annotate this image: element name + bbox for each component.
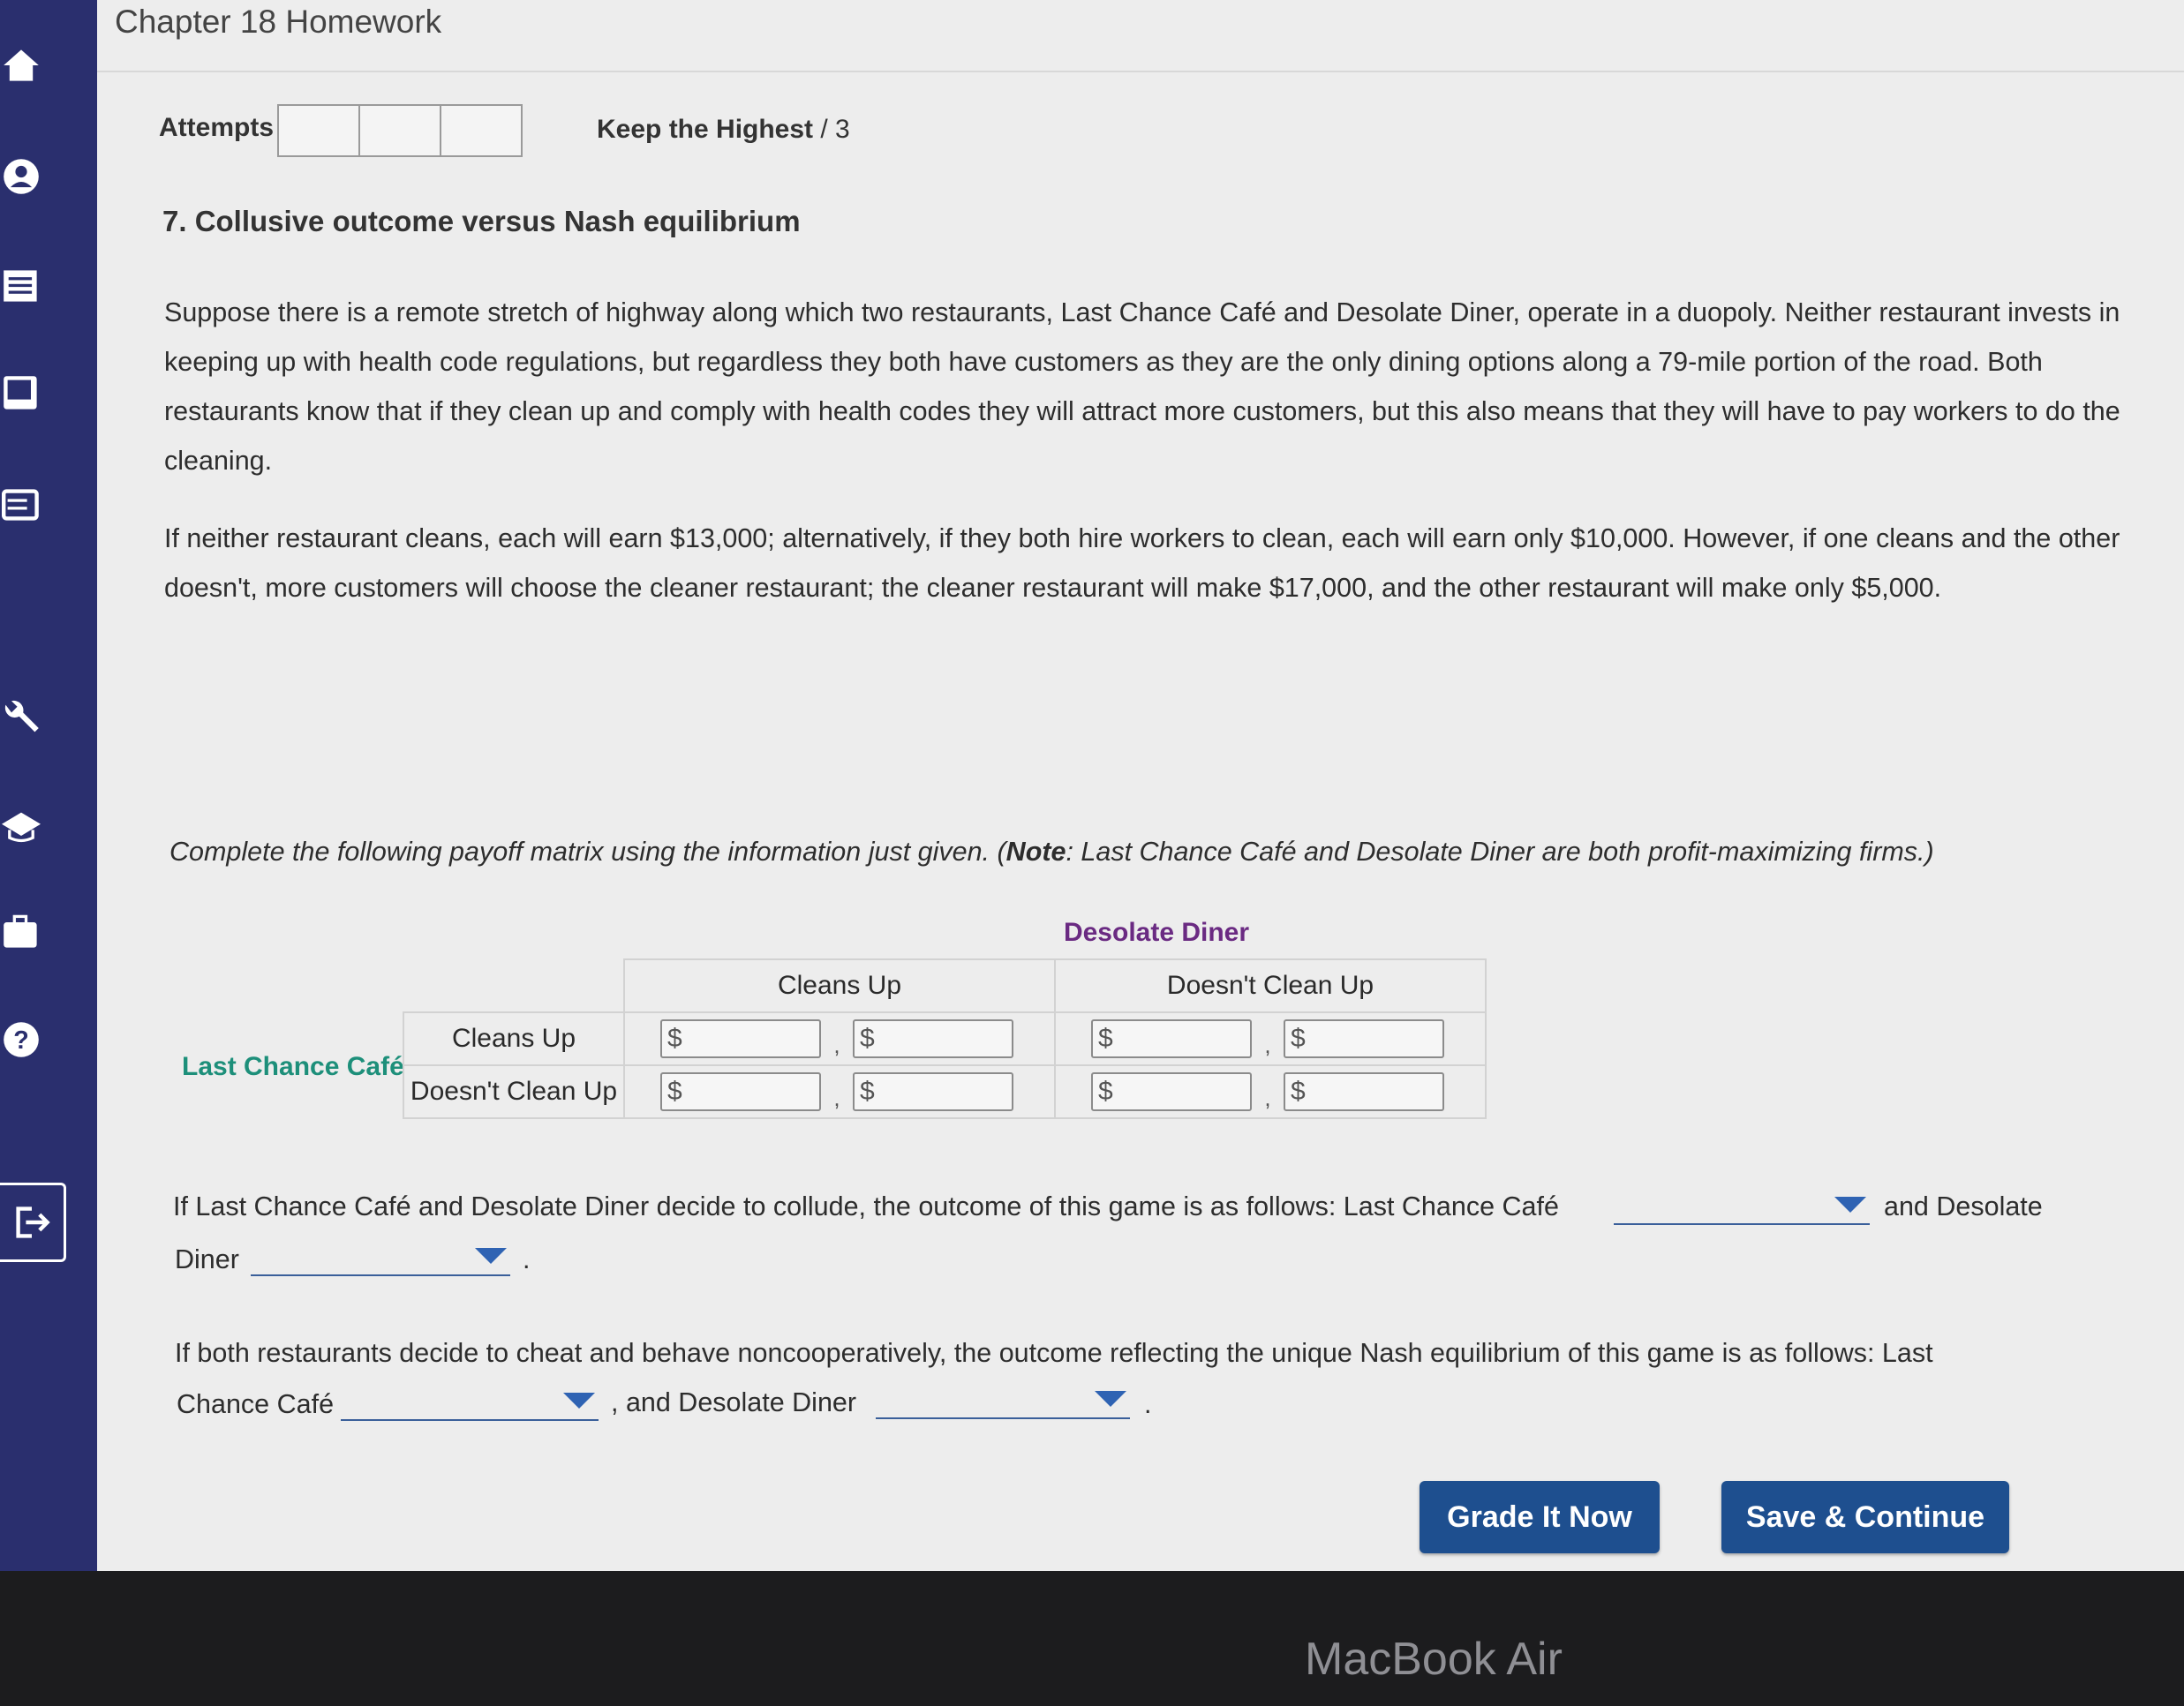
chevron-down-icon xyxy=(1834,1197,1866,1213)
matrix-cell xyxy=(1055,1065,1486,1118)
main-content xyxy=(97,0,2184,1571)
separator: , xyxy=(1264,1084,1271,1111)
grade-it-now-button[interactable]: Grade It Now xyxy=(1420,1481,1660,1553)
column-player-label: Desolate Diner xyxy=(1063,918,1250,947)
row-player-label: Last Chance Café xyxy=(182,1052,404,1081)
save-continue-button[interactable]: Save & Continue xyxy=(1721,1481,2009,1553)
payoff-input-last-chance[interactable] xyxy=(660,1072,821,1111)
home-icon[interactable] xyxy=(0,44,42,86)
row-header-doesnt-clean-up: Doesn't Clean Up xyxy=(403,1065,624,1118)
separator: , xyxy=(833,1031,840,1058)
nash-text-b: Chance Café xyxy=(177,1389,335,1419)
dollar-sign: $ xyxy=(860,1077,875,1106)
dollar-sign: $ xyxy=(860,1024,875,1053)
nash-text-a: If both restaurants decide to cheat and behave noncooperatively, the outcome reflecting the unique Nash equilibrium of this game is as follows: Last xyxy=(175,1338,1933,1368)
notes-icon[interactable] xyxy=(0,484,42,526)
matrix-cell xyxy=(624,1012,1055,1065)
collude-text-a: If Last Chance Café and Desolate Diner decide to collude, the outcome of this game is as follows: Last Chance Café xyxy=(173,1191,1559,1221)
attempt-box xyxy=(358,104,441,157)
laptop-bezel-label: MacBook Air xyxy=(1305,1634,1563,1685)
nash-end: . xyxy=(1144,1389,1152,1419)
col-header-doesnt-clean-up: Doesn't Clean Up xyxy=(1055,959,1486,1012)
chevron-down-icon xyxy=(563,1393,595,1409)
matrix-corner xyxy=(403,959,624,1012)
dollar-sign: $ xyxy=(1098,1077,1113,1106)
exit-icon xyxy=(12,1203,51,1242)
dollar-sign: $ xyxy=(1098,1024,1113,1053)
instructions-pre: Complete the following payoff matrix using the information just given. ( xyxy=(169,837,1006,867)
exit-button[interactable] xyxy=(0,1183,66,1262)
keep-highest-value: / 3 xyxy=(820,115,850,144)
separator: , xyxy=(833,1084,840,1111)
svg-text:?: ? xyxy=(13,1026,29,1055)
attempts-label: Attempts xyxy=(159,113,275,142)
help-icon[interactable] xyxy=(0,1018,42,1061)
book-icon[interactable] xyxy=(0,372,42,415)
attempt-box xyxy=(440,104,523,157)
instructions-note: Note xyxy=(1005,837,1066,867)
separator: , xyxy=(1264,1031,1271,1058)
payoff-input-last-chance[interactable] xyxy=(1091,1019,1252,1058)
payoff-input-desolate[interactable] xyxy=(853,1019,1013,1058)
collude-end: . xyxy=(523,1244,531,1274)
user-icon[interactable] xyxy=(0,155,42,198)
chevron-down-icon xyxy=(475,1248,507,1264)
matrix-cell xyxy=(1055,1012,1486,1065)
chevron-down-icon xyxy=(1095,1391,1126,1407)
keep-highest-label: Keep the Highest xyxy=(597,115,814,144)
page-title: Chapter 18 Homework xyxy=(115,4,442,40)
collude-last-chance-dropdown[interactable] xyxy=(1614,1188,1870,1225)
question-paragraph-1: Suppose there is a remote stretch of highway along which two restaurants, Last Chance Café and Desolate Diner, operate in a duopoly. Neither restaurant invests in keeping up with health code regulations, but regardless they both have customers as they are the only dining options along a 79-mile portion of the road. Both restaurants know that if they clean up and comply with health codes they will attract more customers, but this also means that they will have to pay workers to do the cleaning. xyxy=(164,297,2120,476)
payoff-input-last-chance[interactable] xyxy=(1091,1072,1252,1111)
attempt-boxes xyxy=(277,104,521,157)
collude-text-b: and Desolate xyxy=(1884,1191,2043,1221)
question-paragraph-2: If neither restaurant cleans, each will earn $13,000; alternatively, if they both hire workers to clean, each will earn only $10,000. However, if one cleans and the other doesn't, more customers will choose the cleaner restaurant; the cleaner restaurant will make $17,000, and the other restaurant will make only $5,000. xyxy=(164,523,2120,603)
nash-last-chance-dropdown[interactable] xyxy=(341,1384,599,1421)
dollar-sign: $ xyxy=(667,1077,682,1106)
attempt-box xyxy=(277,104,360,157)
row-header-cleans-up: Cleans Up xyxy=(403,1012,624,1065)
payoff-input-desolate[interactable] xyxy=(853,1072,1013,1111)
list-icon[interactable] xyxy=(0,265,42,307)
keep-highest xyxy=(597,115,850,145)
instructions xyxy=(169,837,1934,868)
instructions-post: : Last Chance Café and Desolate Diner are both profit-maximizing firms.) xyxy=(1066,837,1934,867)
question-title: 7. Collusive outcome versus Nash equilibrium xyxy=(162,205,801,237)
dollar-sign: $ xyxy=(1291,1077,1306,1106)
payoff-input-desolate[interactable] xyxy=(1284,1072,1444,1111)
payoff-input-last-chance[interactable] xyxy=(660,1019,821,1058)
collude-desolate-dropdown[interactable] xyxy=(251,1239,510,1276)
grad-cap-icon[interactable] xyxy=(0,805,42,847)
col-header-cleans-up: Cleans Up xyxy=(624,959,1055,1012)
sidebar xyxy=(0,0,97,1571)
wrench-icon[interactable] xyxy=(0,697,42,740)
matrix-cell xyxy=(624,1065,1055,1118)
payoff-input-desolate[interactable] xyxy=(1284,1019,1444,1058)
title-divider xyxy=(97,71,2184,72)
dollar-sign: $ xyxy=(667,1024,682,1053)
nash-desolate-dropdown[interactable] xyxy=(876,1382,1130,1419)
payoff-matrix xyxy=(403,958,1487,1119)
nash-text-c: , and Desolate Diner xyxy=(611,1387,857,1417)
collude-text-c: Diner xyxy=(175,1244,239,1274)
briefcase-icon[interactable] xyxy=(0,911,42,953)
dollar-sign: $ xyxy=(1291,1024,1306,1053)
